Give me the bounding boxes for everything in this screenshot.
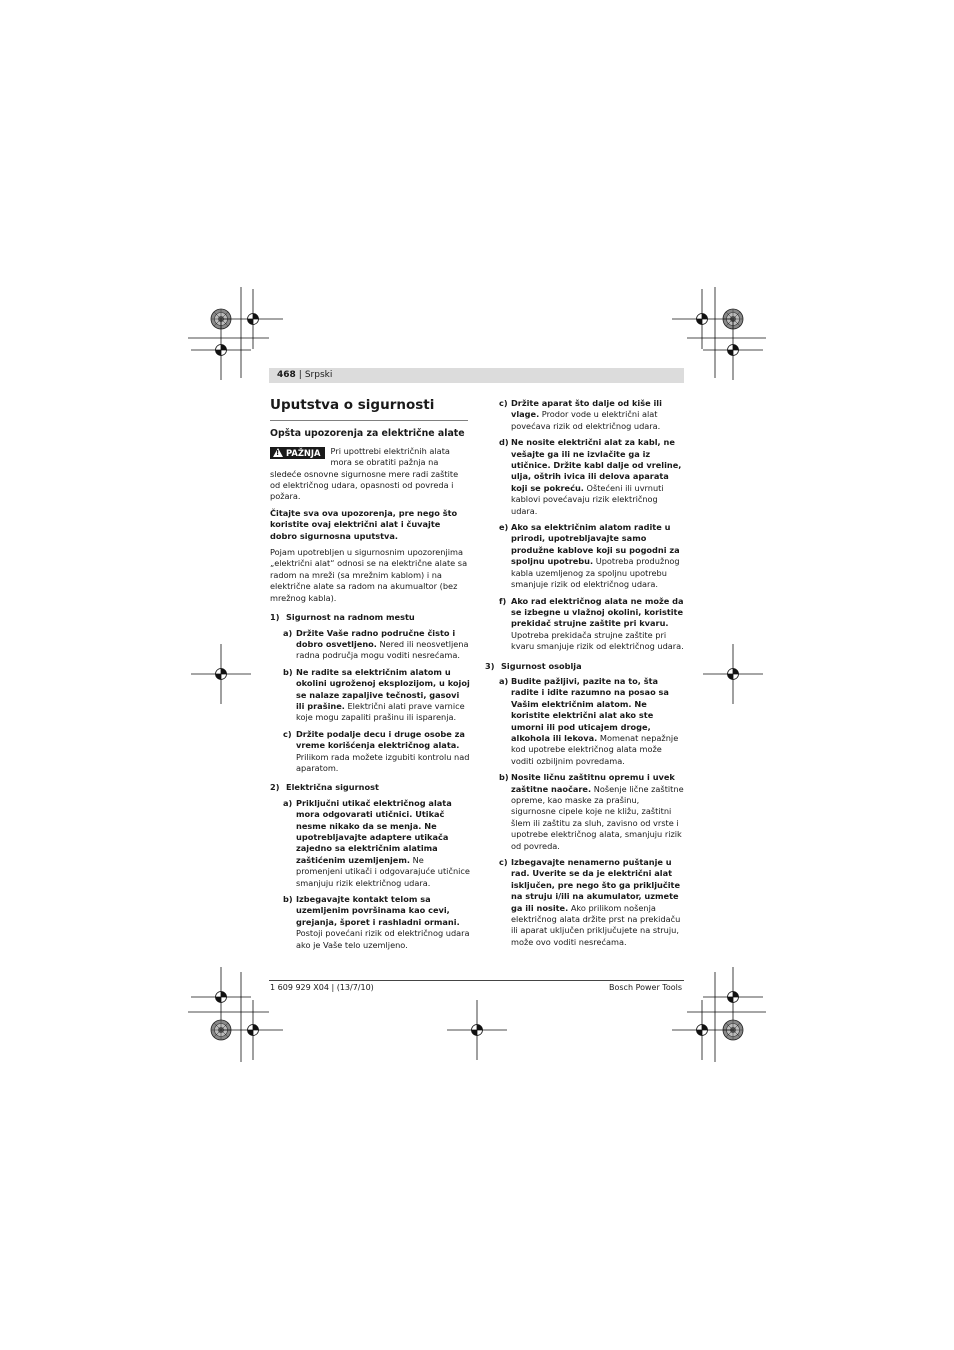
definition-paragraph: Pojam upotrebljen u sigurnosnim upozorenjima „električni alat“ odnosi se na električne alate sa radom na mreži (sa mrežnim kablom) i na električne alate sa radom na akumualtor (bez mrežnog kabla). — [270, 547, 468, 603]
section-number: 3) — [485, 660, 495, 671]
section-heading-text: Sigurnost na radnom mestu — [286, 612, 415, 623]
item-text: Momenat nepažnje kod upotrebe električnog alata može voditi ozbiljnim povredama. — [511, 732, 679, 766]
section-heading — [270, 782, 470, 793]
right-column — [485, 398, 685, 953]
item-bold-text: Budite pažljivi, pazite na to, šta radite i idite razumno na posao sa Vašim električnim alatom. Ne koristite električni alat ako ste umorni ili pod uticajem droge, alkohola ili lekova. — [511, 675, 669, 743]
item-label: f) — [499, 595, 507, 606]
page-title: Uputstva o sigurnosti — [270, 400, 468, 421]
header-separator: | — [298, 370, 302, 380]
item-bold-text: Nosite ličnu zaštitnu opremu i uvek zaštitne naočare. — [511, 772, 675, 794]
item-bold-text: Izbegavajte nenamerno puštanje u rad. Uverite se da je električni alat isključen, pre nego što ga priključite na struju i/ili na akumulator, uzmete ga ili nosite. — [511, 857, 680, 913]
item-bold-text: Priključni utikač električnog alata mora odgovarati utičnici. Utikač nesme nikako da se menja. Ne upotrebljavajte adaptere utikača zajedno sa električnim alatima zaštićenim uzemljenjem. — [296, 797, 452, 865]
list-item — [485, 676, 685, 767]
list-item — [499, 398, 685, 432]
warning-block — [270, 446, 470, 503]
item-text: Ne promenjeni utikači i odgovarajuće utičnice smanjuju rizik električnog udara. — [296, 854, 470, 888]
section-heading — [270, 612, 470, 623]
list-item — [270, 894, 470, 951]
item-bold-text: Ne radite sa električnim alatom u okolini ugroženoj eksplozijom, u kojoj se nalaze zapaljive tečnosti, gasovi ili prašine. — [296, 666, 470, 711]
list-item — [499, 596, 685, 653]
list-item — [270, 798, 470, 889]
item-label: b) — [283, 666, 293, 677]
item-label: e) — [499, 522, 509, 533]
item-text: Električni alati prave varnice koje mogu zapaliti prašinu ili isparenja. — [296, 700, 465, 723]
list-item — [485, 857, 685, 948]
item-text: Nošenje lične zaštitne opreme, kao maske za prašinu, sigurnosne cipele koje ne kližu, zaštitni šlem ili zaštitu za sluh, zavisno od vrste i upotrebe električnog alata, smanjuju rizik od povreda. — [511, 783, 684, 851]
item-label: b) — [283, 894, 293, 905]
item-bold-text: Držite Vaše radno područne čisto i dobro osvetljeno. — [296, 627, 456, 649]
page-header — [269, 368, 684, 383]
section-subtitle: Opšta upozorenja za električne alate — [270, 428, 465, 440]
item-label: c) — [499, 398, 508, 408]
header-language: Srpski — [304, 370, 333, 380]
item-text: Oštećeni ili uvrnuti kablovi povećavaju rizik električnog udara. — [511, 482, 664, 516]
list-item — [485, 772, 685, 852]
item-bold-text: Izbegavajte kontakt telom sa uzemljenim površinama kao cevi, grejanja, šporet i rashladni ormani. — [296, 894, 460, 927]
footer-divider — [269, 980, 684, 981]
section-heading-text: Električna sigurnost — [286, 782, 379, 793]
footer-doc-number: 1 609 929 X04 | (13/7/10) — [270, 983, 374, 992]
warning-text: Pri upottrebi električnih alata mora se obratiti pažnja na sledeće osnovne sigurnosne mere radi zaštite od električnog udara, opasnosti od povreda i požara. — [270, 445, 459, 502]
list-item — [499, 437, 685, 517]
item-label: b) — [499, 772, 509, 783]
item-text: Ako prilikom nošenja električnog alata držite prst na prekidaču ili aparat uključen priključujete na struju, može ovo voditi nesrećama. — [511, 902, 681, 947]
warning-badge — [270, 447, 325, 459]
item-label: c) — [283, 728, 292, 739]
item-bold-text: Ako sa električnim alatom radite u prirodi, upotrebljavajte samo produžne kablove koji su pogodni za spoljnu upotrebu. — [511, 522, 680, 567]
list-item — [270, 667, 470, 724]
item-text: Nered ili neosvetljena radna područja mogu voditi nesrećama. — [296, 638, 469, 661]
left-column — [270, 398, 470, 956]
item-label: a) — [283, 797, 293, 808]
item-text: Upotreba prekidača strujne zaštite pri kvaru smanjuje rizik od električnog udara. — [511, 629, 684, 652]
item-bold-text: Držite podalje decu i druge osobe za vreme korišćenja električnog alata. — [296, 728, 465, 751]
read-all-notice: Čitajte sva ova upozorenja, pre nego što koristite ovaj električni alat i čuvajte dobro sigurnosna uputstva. — [270, 507, 458, 541]
item-bold-text: Držite aparat što dalje od kiše ili vlage. — [511, 398, 662, 420]
footer-brand: Bosch Power Tools — [609, 983, 682, 992]
section-heading — [485, 661, 685, 672]
item-label: d) — [499, 437, 509, 448]
item-label: a) — [499, 675, 509, 686]
section-number: 2) — [270, 782, 280, 793]
list-item — [270, 628, 470, 662]
warning-badge-label: PAŽNJA — [286, 447, 321, 458]
item-text: Postoji povećani rizik od električnog udara ako je Vaše telo uzemljeno. — [296, 928, 470, 950]
item-label: a) — [283, 627, 293, 638]
section-heading-text: Sigurnost osoblja — [501, 660, 582, 671]
section-3 — [485, 661, 685, 949]
item-text: Upotreba produžnog kabla uzemljenog za spoljnu upotrebu smanjuje rizik od električnog udara. — [511, 556, 680, 590]
item-bold-text: Ne nosite električni alat za kabl, ne vešajte ga ili ne izvlačite ga iz utičnice. Držite kabl dalje od vreline, ulja, oštrih ivica ili delova aparata koji se pokreću. — [511, 437, 682, 493]
item-text: Prilikom rada možete izgubiti kontrolu nad aparatom. — [296, 751, 470, 773]
item-label: c) — [499, 857, 508, 868]
section-1 — [270, 612, 470, 774]
page-number: 468 — [277, 370, 296, 380]
warning-triangle-icon — [273, 448, 283, 457]
list-item — [499, 522, 685, 590]
section-2 — [270, 782, 470, 951]
section-number: 1) — [270, 612, 280, 623]
item-bold-text: Ako rad električnog alata ne može da se izbegne u vlažnoj okolini, koristite prekidač strujne zaštite pri kvaru. — [511, 595, 684, 629]
item-text: Prodor vode u električni alat povećava rizik od električnog udara. — [511, 409, 661, 431]
list-item — [270, 729, 470, 775]
